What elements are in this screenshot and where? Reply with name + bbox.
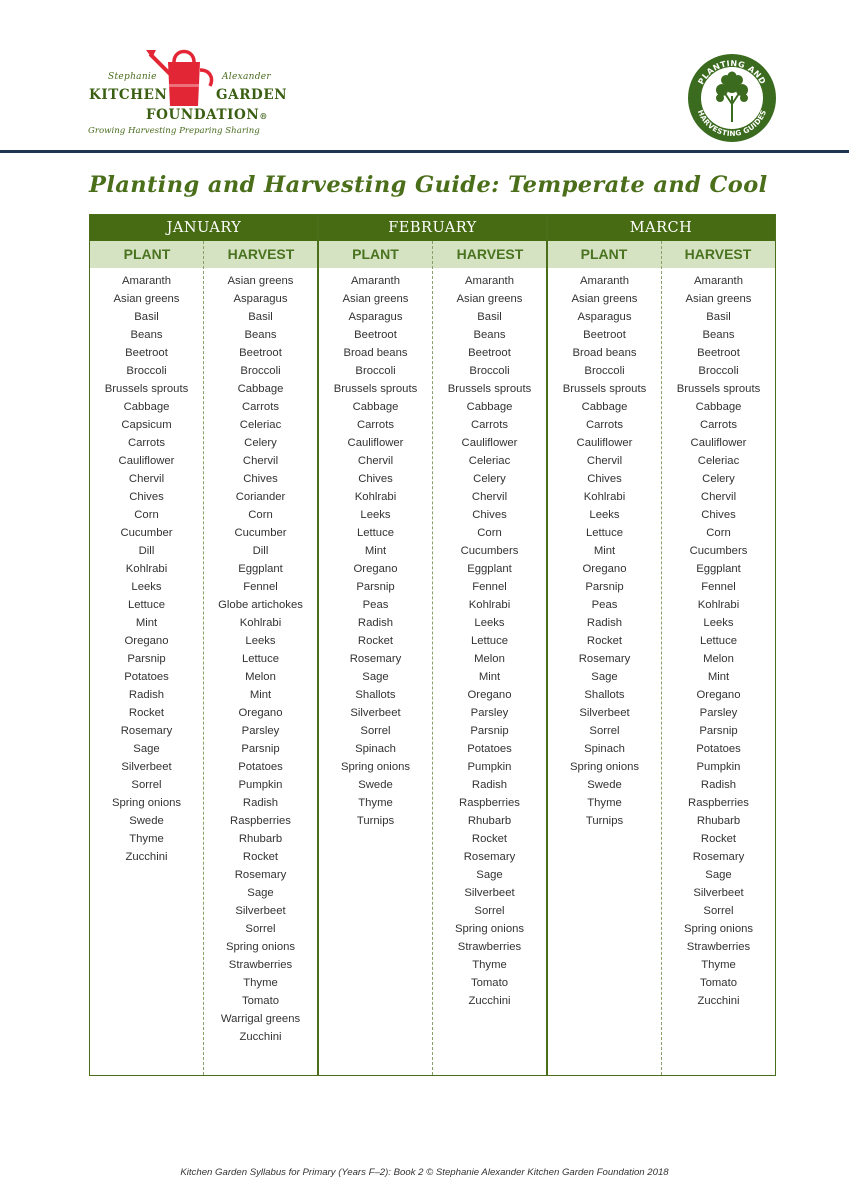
list-item: Oregano [696,689,741,701]
list-item: Thyme [243,977,278,989]
list-item: Mint [707,671,730,683]
list-item: Rhubarb [238,833,283,845]
list-item: Cabbage [123,401,170,413]
list-item: Tomato [241,995,280,1007]
list-item: Asparagus [577,311,632,323]
list-item: Chervil [357,455,394,467]
list-item: Rocket [357,635,394,647]
list-item: Peas [591,599,618,611]
list-item: Celery [473,473,506,485]
list-item: Silverbeet [121,761,172,773]
logo-word-foundation: FOUNDATION® [146,107,268,123]
list-item: Zucchini [239,1031,282,1043]
list-item: Thyme [472,959,507,971]
list-item: Lettuce [356,527,395,539]
list-item: Parsnip [241,743,280,755]
list-item: Lettuce [127,599,166,611]
list-item: Broccoli [126,365,167,377]
list-item: Broad beans [343,347,408,359]
list-item: Cauliflower [347,437,404,449]
list-item: Basil [706,311,731,323]
list-item: Mint [593,545,616,557]
list-item: Carrots [585,419,624,431]
list-item: Silverbeet [350,707,401,719]
list-item: Parsnip [356,581,395,593]
list-item: Spring onions [111,797,182,809]
list-item: Lettuce [470,635,509,647]
month-header-march: MARCH [547,215,775,241]
list-item: Carrots [356,419,395,431]
list-item: Asian greens [685,293,752,305]
list-item: Kohlrabi [354,491,397,503]
list-item: Peas [362,599,389,611]
list-item: Warrigal greens [220,1013,301,1025]
list-item: Cauliflower [118,455,175,467]
list-item: Leeks [131,581,162,593]
list-item: Carrots [699,419,738,431]
subheader-harvest: HARVEST [204,241,318,268]
list-item: Corn [706,527,731,539]
list-item: Cucumber [120,527,173,539]
logo-last-name: Alexander [222,72,272,82]
list-item: Globe artichokes [218,599,303,611]
list-item: Parsnip [127,653,166,665]
list-item: Amaranth [351,275,400,287]
list-item: Swede [587,779,622,791]
list-item: Turnips [585,815,624,827]
list-item: Rocket [242,851,279,863]
list-item: Beetroot [583,329,626,341]
list-item: Rosemary [578,653,631,665]
list-item: Kohlrabi [583,491,626,503]
list-item: Broccoli [584,365,625,377]
list-item: Oregano [124,635,169,647]
list-item: Spinach [355,743,396,755]
march-harvest-list [662,272,775,1010]
list-item: Cucumber [234,527,287,539]
list-item: Brussels sprouts [333,383,418,395]
list-item: Mint [364,545,387,557]
list-item: Thyme [701,959,736,971]
february-harvest-list [433,272,546,1010]
list-item: Potatoes [467,743,512,755]
list-item: Asian greens [571,293,638,305]
list-item: Potatoes [696,743,741,755]
list-item: Broad beans [572,347,637,359]
list-item: Celeriac [468,455,511,467]
list-item: Spring onions [569,761,640,773]
list-item: Radish [128,689,165,701]
list-item: Raspberries [688,797,749,809]
list-item: Corn [134,509,159,521]
list-item: Silverbeet [464,887,515,899]
list-item: Fennel [701,581,736,593]
list-item: Mint [478,671,501,683]
list-item: Spinach [584,743,625,755]
list-item: Strawberries [686,941,751,953]
list-item: Dill [138,545,155,557]
list-item: Beans [702,329,735,341]
list-item: Carrots [127,437,166,449]
january-harvest-list [204,272,317,1046]
list-item: Amaranth [122,275,171,287]
list-item: Cauliflower [576,437,633,449]
list-item: Dill [252,545,269,557]
list-item: Sorrel [360,725,391,737]
list-item: Silverbeet [693,887,744,899]
list-item: Tomato [699,977,738,989]
list-item: Parsley [241,725,280,737]
list-item: Eggplant [238,563,283,575]
subheader-plant: PLANT [318,241,433,268]
list-item: Beans [130,329,163,341]
list-item: Sage [705,869,732,881]
list-item: Sorrel [589,725,620,737]
subheader-harvest: HARVEST [661,241,775,268]
list-item: Asparagus [233,293,288,305]
list-item: Cabbage [237,383,284,395]
list-item: Turnips [356,815,395,827]
list-item: Raspberries [230,815,291,827]
list-item: Cabbage [581,401,628,413]
list-item: Radish [242,797,279,809]
list-item: Beetroot [354,329,397,341]
list-item: Oregano [353,563,398,575]
list-item: Celery [244,437,277,449]
list-item: Parsley [470,707,509,719]
list-item: Carrots [241,401,280,413]
list-item: Spring onions [340,761,411,773]
list-item: Thyme [129,833,164,845]
list-item: Leeks [474,617,505,629]
list-item: Lettuce [699,635,738,647]
list-item: Coriander [235,491,286,503]
list-item: Rosemary [349,653,402,665]
list-item: Chives [472,509,507,521]
list-item: Sorrel [474,905,505,917]
list-item: Spring onions [683,923,754,935]
list-item: Asparagus [348,311,403,323]
list-item: Cabbage [466,401,513,413]
list-item: Sage [133,743,160,755]
list-item: Brussels sprouts [676,383,761,395]
list-item: Cabbage [695,401,742,413]
list-item: Radish [471,779,508,791]
list-item: Amaranth [580,275,629,287]
list-item: Shallots [355,689,396,701]
list-item: Spring onions [454,923,525,935]
list-item: Asian greens [227,275,294,287]
list-item: Chervil [128,473,165,485]
list-item: Beetroot [239,347,282,359]
list-item: Parsnip [470,725,509,737]
list-item: Asian greens [113,293,180,305]
list-item: Beetroot [697,347,740,359]
list-item: Thyme [587,797,622,809]
list-item: Beetroot [468,347,511,359]
january-plant-list [90,272,203,866]
list-item: Carrots [470,419,509,431]
logo-first-name: Stephanie [108,72,157,82]
list-item: Cauliflower [690,437,747,449]
subheader-harvest: HARVEST [433,241,547,268]
list-item: Leeks [589,509,620,521]
list-item: Cucumbers [689,545,748,557]
list-item: Chives [701,509,736,521]
february-plant-list [319,272,432,830]
header-divider [0,150,849,153]
list-item: Rocket [471,833,508,845]
list-item: Kohlrabi [239,617,282,629]
list-item: Sage [362,671,389,683]
list-item: Kohlrabi [468,599,511,611]
list-item: Rosemary [120,725,173,737]
list-item: Broccoli [469,365,510,377]
list-item: Broccoli [355,365,396,377]
list-item: Tomato [470,977,509,989]
list-item: Pumpkin [467,761,512,773]
list-item: Radish [700,779,737,791]
list-item: Fennel [243,581,278,593]
month-header-february: FEBRUARY [318,215,547,241]
list-item: Silverbeet [579,707,630,719]
list-item: Rosemary [692,851,745,863]
list-item: Brussels sprouts [104,383,189,395]
list-item: Shallots [584,689,625,701]
list-item: Rosemary [234,869,287,881]
subheader-plant: PLANT [547,241,661,268]
subheader-plant: PLANT [90,241,204,268]
list-item: Fennel [472,581,507,593]
list-item: Thyme [358,797,393,809]
list-item: Rocket [586,635,623,647]
list-item: Pumpkin [238,779,283,791]
march-plant-list [548,272,661,830]
list-item: Sorrel [131,779,162,791]
list-item: Cauliflower [461,437,518,449]
month-header-january: JANUARY [90,215,318,241]
list-item: Parsnip [585,581,624,593]
list-item: Chervil [586,455,623,467]
list-item: Rosemary [463,851,516,863]
list-item: Spring onions [225,941,296,953]
foundation-logo [86,44,306,144]
list-item: Zucchini [697,995,740,1007]
list-item: Sorrel [703,905,734,917]
list-item: Brussels sprouts [562,383,647,395]
list-item: Leeks [703,617,734,629]
list-item: Potatoes [238,761,283,773]
planting-guide-table [89,214,776,1076]
list-item: Basil [477,311,502,323]
badge-ring-bottom-text: HARVESTING GUIDES [695,108,769,139]
list-item: Melon [245,671,276,683]
list-item: Cucumbers [460,545,519,557]
list-item: Swede [358,779,393,791]
list-item: Zucchini [125,851,168,863]
list-item: Chives [129,491,164,503]
list-item: Rhubarb [467,815,512,827]
list-item: Parsnip [699,725,738,737]
list-item: Chervil [242,455,279,467]
list-item: Leeks [360,509,391,521]
list-item: Chervil [700,491,737,503]
list-item: Lettuce [241,653,280,665]
list-item: Asian greens [342,293,409,305]
list-item: Strawberries [457,941,522,953]
list-item: Beetroot [125,347,168,359]
list-item: Rocket [128,707,165,719]
list-item: Lettuce [585,527,624,539]
list-item: Asian greens [456,293,523,305]
list-item: Pumpkin [696,761,741,773]
list-item: Rocket [700,833,737,845]
list-item: Sorrel [245,923,276,935]
list-item: Sage [247,887,274,899]
list-item: Sage [476,869,503,881]
list-item: Potatoes [124,671,169,683]
list-item: Amaranth [694,275,743,287]
list-item: Corn [248,509,273,521]
list-item: Oregano [238,707,283,719]
page-title: Planting and Harvesting Guide: Temperate and Cool [89,172,768,198]
list-item: Kohlrabi [125,563,168,575]
list-item: Melon [703,653,734,665]
list-item: Capsicum [121,419,172,431]
list-item: Celeriac [239,419,282,431]
list-item: Mint [249,689,272,701]
list-item: Beans [473,329,506,341]
list-item: Basil [134,311,159,323]
list-item: Rhubarb [696,815,741,827]
footer-credit: Kitchen Garden Syllabus for Primary (Years F–2): Book 2 © Stephanie Alexander Kitchen Garden Foundation 2018 [180,1167,669,1178]
list-item: Beans [244,329,277,341]
list-item: Chives [358,473,393,485]
list-item: Sage [591,671,618,683]
logo-word-kitchen: KITCHEN [89,87,168,103]
list-item: Zucchini [468,995,511,1007]
list-item: Raspberries [459,797,520,809]
logo-word-garden: GARDEN [216,87,288,103]
list-item: Swede [129,815,164,827]
list-item: Melon [474,653,505,665]
list-item: Amaranth [465,275,514,287]
list-item: Leeks [245,635,276,647]
list-item: Kohlrabi [697,599,740,611]
list-item: Strawberries [228,959,293,971]
list-item: Parsley [699,707,738,719]
list-item: Broccoli [698,365,739,377]
planting-harvesting-guides-badge [686,52,778,144]
list-item: Broccoli [240,365,281,377]
list-item: Radish [357,617,394,629]
list-item: Basil [248,311,273,323]
list-item: Oregano [582,563,627,575]
badge-ring-top-text: PLANTING AND [696,58,768,87]
list-item: Cabbage [352,401,399,413]
list-item: Silverbeet [235,905,286,917]
logo-tagline: Growing Harvesting Preparing Sharing [88,126,260,136]
month-header-row [90,215,775,241]
list-item: Corn [477,527,502,539]
list-item: Eggplant [467,563,512,575]
list-item: Chives [587,473,622,485]
list-item: Chervil [471,491,508,503]
list-item: Celeriac [697,455,740,467]
list-item: Mint [135,617,158,629]
list-item: Celery [702,473,735,485]
list-item: Brussels sprouts [447,383,532,395]
list-item: Eggplant [696,563,741,575]
list-item: Oregano [467,689,512,701]
list-item: Radish [586,617,623,629]
list-item: Chives [243,473,278,485]
